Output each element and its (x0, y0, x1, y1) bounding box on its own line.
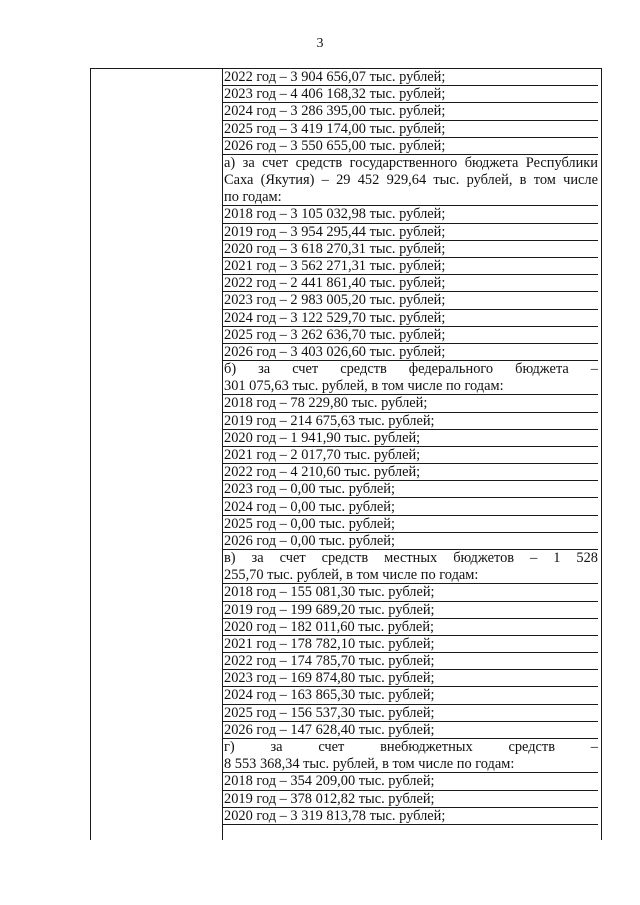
funding-line: 2025 год – 3 419 174,00 тыс. рублей; (223, 121, 598, 138)
funding-table (90, 68, 602, 840)
funding-line: 2024 год – 163 865,30 тыс. рублей; (223, 687, 598, 704)
funding-line: 255,70 тыс. рублей, в том числе по годам: (223, 567, 598, 584)
funding-line: 2021 год – 2 017,70 тыс. рублей; (223, 447, 598, 464)
funding-line: 2018 год – 78 229,80 тыс. рублей; (223, 395, 598, 412)
funding-line: 2020 год – 1 941,90 тыс. рублей; (223, 430, 598, 447)
funding-line: 2024 год – 3 122 529,70 тыс. рублей; (223, 310, 598, 327)
funding-line: 8 553 368,34 тыс. рублей, в том числе по годам: (223, 756, 598, 773)
funding-line: 2023 год – 169 874,80 тыс. рублей; (223, 670, 598, 687)
funding-line: 2023 год – 0,00 тыс. рублей; (223, 481, 598, 498)
funding-line: 2025 год – 156 537,30 тыс. рублей; (223, 705, 598, 722)
funding-line: в) за счет средств местных бюджетов – 1 528 (224, 550, 598, 567)
funding-line: 2019 год – 3 954 295,44 тыс. рублей; (223, 224, 598, 241)
funding-line: 2021 год – 3 562 271,31 тыс. рублей; (223, 258, 598, 275)
funding-line: г) за счет внебюджетных средств – (224, 739, 598, 756)
funding-line: 2022 год – 174 785,70 тыс. рублей; (223, 653, 598, 670)
funding-line: 2019 год – 214 675,63 тыс. рублей; (223, 413, 598, 430)
funding-line: 2026 год – 3 550 655,00 тыс. рублей; (223, 138, 598, 155)
funding-line: б) за счет средств федерального бюджета – (224, 361, 598, 378)
funding-line: 2019 год – 378 012,82 тыс. рублей; (223, 791, 598, 808)
funding-line: Саха (Якутия) – 29 452 929,64 тыс. рублей, в том числе (224, 172, 598, 189)
funding-line: 2025 год – 3 262 636,70 тыс. рублей; (223, 327, 598, 344)
funding-line: 2024 год – 3 286 395,00 тыс. рублей; (223, 103, 598, 120)
funding-line: 2020 год – 3 319 813,78 тыс. рублей; (223, 808, 598, 825)
funding-line: 2026 год – 3 403 026,60 тыс. рублей; (223, 344, 598, 361)
funding-line: 2020 год – 182 011,60 тыс. рублей; (223, 619, 598, 636)
funding-line: 2023 год – 4 406 168,32 тыс. рублей; (223, 86, 598, 103)
funding-line: а) за счет средств государственного бюджета Республики (224, 154, 598, 171)
funding-line: 2026 год – 147 628,40 тыс. рублей; (223, 722, 598, 739)
funding-line: 2022 год – 3 904 656,07 тыс. рублей; (223, 69, 598, 86)
funding-line: 2018 год – 354 209,00 тыс. рублей; (223, 773, 598, 790)
funding-line: 2025 год – 0,00 тыс. рублей; (223, 516, 598, 533)
funding-line: 2026 год – 0,00 тыс. рублей; (223, 533, 598, 550)
page-number: 3 (316, 36, 324, 51)
funding-line: 2020 год – 3 618 270,31 тыс. рублей; (223, 241, 598, 258)
table-right-column (223, 69, 601, 840)
funding-line: 2022 год – 2 441 861,40 тыс. рублей; (223, 275, 598, 292)
funding-line: 2019 год – 199 689,20 тыс. рублей; (223, 602, 598, 619)
funding-line: 2021 год – 178 782,10 тыс. рублей; (223, 636, 598, 653)
funding-line: 2022 год – 4 210,60 тыс. рублей; (223, 464, 598, 481)
funding-line: 2024 год – 0,00 тыс. рублей; (223, 499, 598, 516)
funding-line: по годам: (223, 189, 598, 206)
funding-line: 2018 год – 3 105 032,98 тыс. рублей; (223, 206, 598, 223)
funding-line: 2018 год – 155 081,30 тыс. рублей; (223, 584, 598, 601)
funding-line: 2023 год – 2 983 005,20 тыс. рублей; (223, 292, 598, 309)
funding-line: 301 075,63 тыс. рублей, в том числе по годам: (223, 378, 598, 395)
table-left-column (91, 69, 223, 840)
